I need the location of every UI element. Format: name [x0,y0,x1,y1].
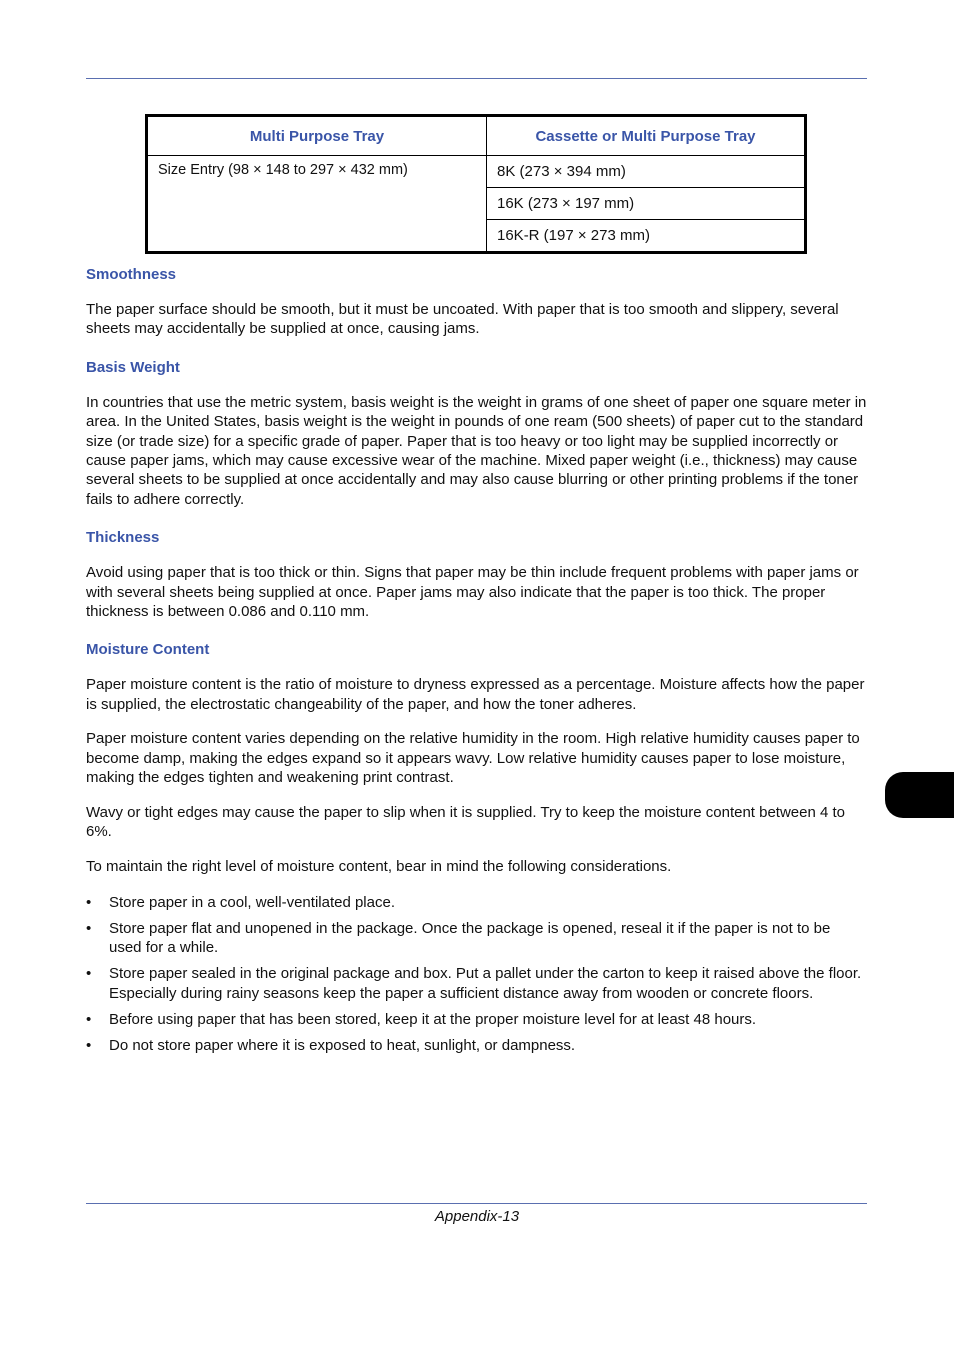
page-footer-label: Appendix-13 [434,1208,520,1225]
table-header-row [147,116,806,156]
paragraph-moisture-3: Wavy or tight edges may cause the paper to slip when it is supplied. Try to keep the moisture content between 4 to 6%. [86,803,846,840]
moisture-considerations-list [86,893,867,1055]
list-item: • Before using paper that has been stored, keep it at the proper moisture level for at least 48 hours. [86,1010,757,1028]
list-item: • Store paper flat and unopened in the package. Once the package is opened, reseal it if the paper is not to be used for a while. [86,919,831,957]
list-item: • Store paper in a cool, well-ventilated place. [86,893,395,911]
table-cell-size-entry: Size Entry (98 × 148 to 297 × 432 mm) [147,156,487,253]
table-header-multi-purpose-tray: Multi Purpose Tray [147,116,487,156]
paper-size-table [145,114,807,254]
paragraph-thickness: Avoid using paper that is too thick or thin. Signs that paper may be thin include frequent problems with paper jams or with several sheets being supplied at once. Paper jams may also indicate that the paper is too thick. The proper thickness is between 0.086 and 0.110 mm. [86,564,859,621]
table-cell-size: 8K (273 × 394 mm) [487,156,806,188]
bullet-icon: • [86,965,92,983]
section-heading-smoothness: Smoothness [86,266,177,283]
table-cell-size: 16K (273 × 197 mm) [487,188,806,220]
list-item: • Store paper sealed in the original package and box. Put a pallet under the carton to keep it raised above the floor. Especially during rainy seasons keep the paper a sufficient distance away from wooden or concrete floors. [86,965,862,1002]
bullet-icon: • [86,1010,92,1028]
paragraph-basis-weight: In countries that use the metric system, basis weight is the weight in grams of one sheet of paper one square meter in area. In the United States, basis weight is the weight in pounds of one ream (500 sheets) of paper cut to the standard size (or trade size) for a specific grade of paper. Paper that is too heavy or too light may be supplied incorrectly or cause paper jams, which may cause excessive wear of the machine. Mixed paper weight (i.e., thickness) may cause several sheets to be supplied at once accidentally and may also cause blurring or other printing problems if the toner fails to adhere correctly. [86,393,867,508]
paragraph-moisture-4: To maintain the right level of moisture content, bear in mind the following considerations. [86,858,672,876]
section-heading-thickness: Thickness [86,529,160,547]
paragraph-moisture-1: Paper moisture content is the ratio of moisture to dryness expressed as a percentage. Moisture affects how the paper is supplied, the electrostatic changeability of the paper, and how the toner adheres. [86,676,865,713]
section-heading-basis-weight: Basis Weight [86,358,180,376]
section-heading-moisture-content: Moisture Content [86,641,210,659]
chapter-tab [885,772,954,818]
table-cell-size: 16K-R (197 × 273 mm) [487,220,806,253]
table-header-cassette: Cassette or Multi Purpose Tray [487,116,806,156]
main-content [86,265,867,1062]
list-item: • Do not store paper where it is exposed to heat, sunlight, or dampness. [86,1036,576,1054]
bullet-icon: • [86,1036,92,1054]
header-rule [86,78,867,79]
table-row [147,156,806,188]
bullet-icon: • [86,919,92,937]
paragraph-moisture-2: Paper moisture content varies depending on the relative humidity in the room. High relative humidity causes paper to become damp, making the edges expand so it appears wavy. Low relative humidity causes paper to lose moisture, making the edges tighten and weakening print contrast. [86,730,860,787]
paragraph-smoothness: The paper surface should be smooth, but it must be uncoated. With paper that is too smooth and slippery, several sheets may accidentally be supplied at once, causing jams. [86,301,839,338]
footer-rule [86,1203,867,1204]
bullet-icon: • [86,893,92,911]
